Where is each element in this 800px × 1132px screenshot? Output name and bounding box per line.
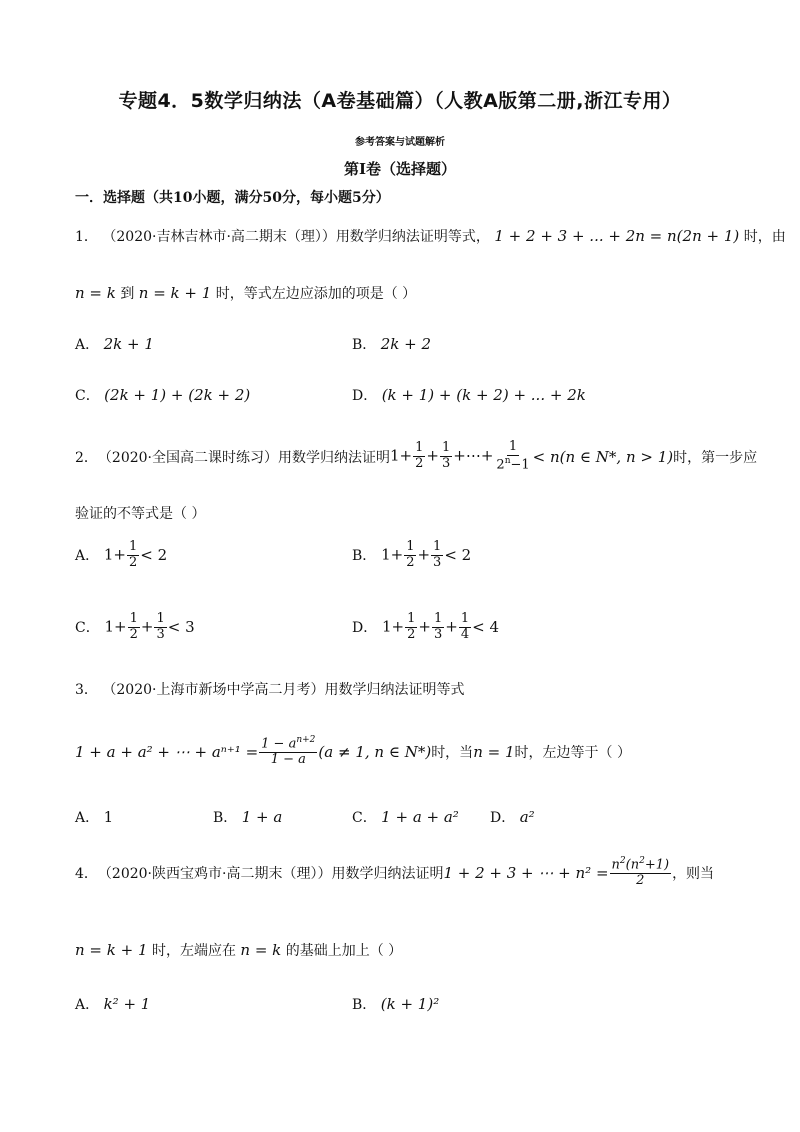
option-label: B． (352, 548, 377, 565)
formula-condition: (a ≠ 1, n ∈ N*) (318, 742, 432, 761)
question-4-line1 (75, 856, 714, 889)
volume-heading: 第Ⅰ卷（选择题） (343, 160, 457, 178)
question-source: （2020·全国高二课时练习）用数学归纳法证明 (97, 449, 390, 466)
option-label: C． (352, 810, 377, 826)
question-number: 4． (75, 865, 98, 882)
option-label: A． (75, 997, 100, 1013)
question-1-line2 (75, 283, 416, 303)
option-formula: 1+ $\frac{1}{2}$ + $\frac{1}{3}$ (99, 611, 165, 642)
formula: n = k (75, 284, 116, 302)
question-3-line2 (75, 735, 631, 768)
option-b (352, 334, 431, 354)
question-text: 时，第一步应 (673, 449, 758, 466)
question-source: （2020·上海市新场中学高二月考）用数学归纳法证明等式 (102, 682, 465, 698)
page-title: 专题4．5数学归纳法（A卷基础篇）（人教A版第二册,浙江专用） (118, 90, 682, 112)
option-b (213, 807, 282, 827)
option-c (75, 612, 195, 643)
question-2-line2: 验证的不等式是（ ） (75, 506, 206, 522)
question-3-line1 (75, 679, 464, 699)
option-label: D． (490, 810, 516, 826)
option-text: k² + 1 (103, 995, 151, 1013)
option-text: 2k + 2 (380, 335, 432, 353)
question-1-line1 (75, 226, 786, 246)
option-text: 1 + a (241, 808, 283, 826)
formula: 1+ $\frac{1}{2}$ + $\frac{1}{3}$ +⋯+ $\frac{1}{2^n-1}$ (390, 439, 530, 473)
option-text: a² (519, 808, 535, 826)
question-number: 3． (75, 682, 98, 698)
option-a (75, 807, 113, 827)
formula-fraction: $\frac{1 - a^{n+2}}{1 - a}$ (261, 735, 316, 768)
option-label: B． (352, 997, 377, 1013)
option-b (352, 540, 471, 571)
section-heading: 一．选择题（共10小题，满分50分，每小题5分） (75, 190, 390, 206)
option-a (75, 540, 167, 571)
option-b (352, 994, 439, 1014)
question-text: 时，左边等于（ ） (514, 744, 631, 761)
formula: n = k + 1 (75, 941, 148, 959)
option-c (75, 385, 250, 405)
question-text: 的基础上加上（ ） (285, 943, 403, 959)
option-text: < 4 (472, 618, 500, 637)
question-text: 时，由 (743, 229, 786, 245)
option-label: C． (75, 388, 100, 404)
option-label: A． (75, 337, 100, 353)
question-2-line1 (75, 440, 757, 473)
option-label: B． (213, 810, 238, 826)
question-source: （2020·吉林吉林市·高二期末（理））用数学归纳法证明等式， (102, 229, 490, 245)
option-text: < 2 (444, 546, 472, 565)
option-label: A． (75, 548, 100, 565)
option-text: < 2 (140, 546, 168, 565)
option-label: C． (75, 620, 100, 637)
option-d (352, 385, 586, 405)
option-text: 1 (103, 808, 114, 826)
question-text: 到 (120, 286, 135, 302)
question-text: 时，等式左边应添加的项是（ ） (215, 286, 417, 302)
formula-fraction: $\frac{n^2(n^2+1)}{2}$ (611, 856, 670, 889)
option-a (75, 994, 150, 1014)
formula: n = k + 1 (138, 284, 212, 302)
option-text: (k + 1) + (k + 2) + ... + 2k (381, 386, 586, 404)
option-label: A． (75, 810, 100, 826)
question-text: 时，左端应在 (151, 943, 236, 959)
formula: 1 + a + a² + ⋯ + aⁿ⁺¹ = (75, 742, 259, 761)
option-label: B． (352, 337, 377, 353)
question-number: 2． (75, 449, 98, 466)
option-label: D． (352, 620, 378, 637)
formula: 1 + 2 + 3 + ⋯ + n² = (443, 863, 609, 882)
option-text: (k + 1)² (380, 995, 440, 1013)
question-text: ，则当 (672, 865, 715, 882)
option-d (490, 807, 535, 827)
option-d (352, 612, 499, 643)
option-a (75, 334, 154, 354)
option-text: < 3 (167, 618, 195, 637)
option-formula: 1+ $\frac{1}{2}$ + $\frac{1}{3}$ (376, 539, 442, 570)
question-source: （2020·陕西宝鸡市·高二期末（理））用数学归纳法证明 (97, 865, 444, 882)
option-text: 1 + a + a² (381, 808, 459, 826)
option-label: D． (352, 388, 378, 404)
option-text: 2k + 1 (103, 335, 154, 353)
option-text: (2k + 1) + (2k + 2) (104, 386, 251, 404)
option-formula: 1+ $\frac{1}{2}$ + $\frac{1}{3}$ + $\frac{1}{4}$ (377, 611, 470, 642)
formula-tail: < n(n ∈ N*, n > 1) (532, 447, 674, 466)
question-4-line2 (75, 940, 402, 960)
answer-subtitle: 参考答案与试题解析 (355, 137, 445, 148)
question-text: 时，当 (431, 744, 474, 761)
option-c (352, 807, 459, 827)
formula: n = 1 (473, 742, 515, 761)
question-formula: 1 + 2 + 3 + ... + 2n = n(2n + 1) (494, 227, 740, 245)
formula: n = k (240, 941, 282, 959)
option-formula: 1+ $\frac{1}{2}$ (99, 539, 138, 570)
question-number: 1． (75, 229, 98, 245)
